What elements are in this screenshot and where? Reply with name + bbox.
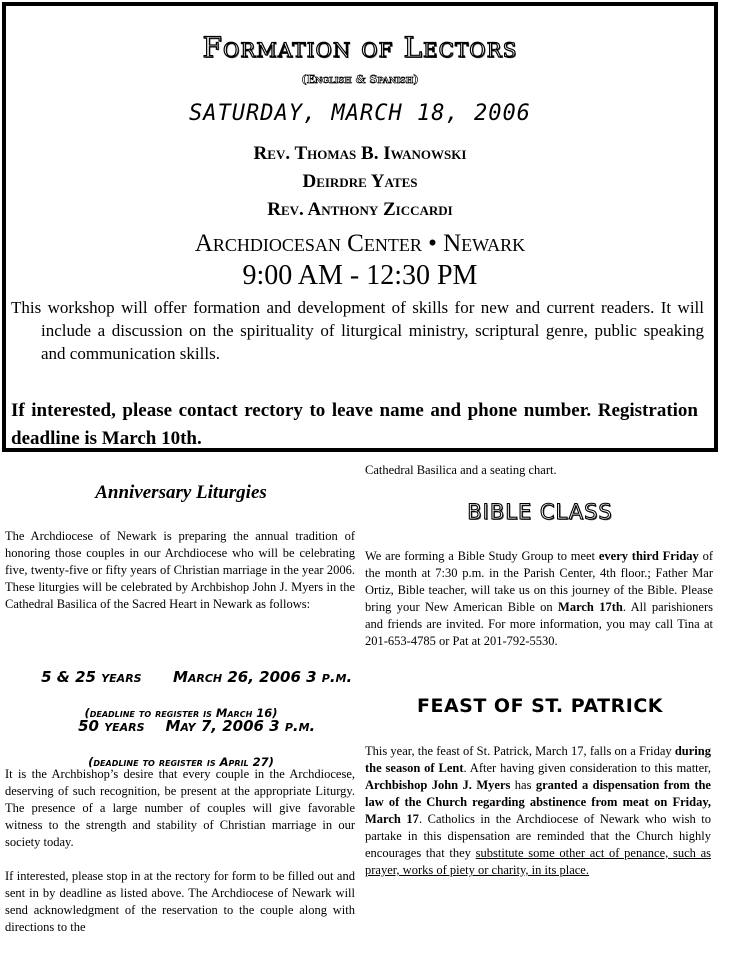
- lectors-time: 9:00 AM - 12:30 PM: [242, 260, 478, 291]
- lectors-contact: If interested, please contact rectory to leave name and phone number. Registration deadline is March 10th.: [11, 400, 698, 449]
- presenter-1: Rev. Thomas B. Iwanowski: [253, 143, 467, 164]
- bible-start-date: March 17th: [558, 600, 623, 614]
- schedule-date: March 26, 2006 3 p.m.: [172, 668, 353, 686]
- schedule-deadline: (deadline to register is March 16): [84, 706, 278, 720]
- feast-body: This year, the feast of St. Patrick, March 17, falls on a Friday during the season of Lent. After having given consideration to this matter, Archbishop John J. Myers has granted a dispensation from the law of the Church regarding abstinence from meat on Friday, March 17. Catholics in the Archdiocese of Newark who wish to partake in this dispensation are reminded that the Church highly encourages that they substitute some other act of penance, such as prayer, works of piety or charity, in its place.: [365, 744, 712, 877]
- anniversary-continued: Cathedral Basilica and a seating chart.: [365, 463, 557, 477]
- presenter-3: Rev. Anthony Ziccardi: [267, 199, 453, 220]
- lectors-description: This workshop will offer formation and development of skills for new and current readers. It will include a discussion on the spirituality of liturgical ministry, scriptural genre, public speaking and communication skills.: [11, 298, 704, 363]
- anniversary-body-1: It is the Archbishop’s desire that every couple in the Archdiocese, deserving of such recognition, be present at the appropriate Liturgy. The presence of a large number of couples will give favorable witness to the strength and stability of Christian marriage in our society today.: [5, 767, 355, 849]
- lectors-announcement-box: [2, 2, 718, 452]
- lectors-title: Formation of Lectors: [202, 31, 518, 64]
- bible-class-body: We are forming a Bible Study Group to meet every third Friday of the month at 7:30 p.m. in the Parish Center, 4th floor.; Father Mar Ortiz, Bible teacher, will take us on this journey of the Bible. Please bring your New American Bible on March 17th. All parishioners and friends are invited. For more information, you may call Tina at 201-653-4785 or Pat at 201-792-5530.: [365, 549, 714, 648]
- penance-note: substitute some other act of penance, such as prayer, works of piety or charity, in its place.: [365, 846, 712, 877]
- schedule-years: 5 & 25 years: [41, 668, 142, 686]
- bible-class-title: BIBLE CLASS: [467, 500, 613, 524]
- bible-meeting-day: every third Friday: [598, 549, 699, 563]
- anniversary-body-2: If interested, please stop in at the rectory for form to be filled out and sent in by deadline as listed above. The Archdiocese of Newark will send acknowledgment of the reservation to the couple along with directions to the: [5, 869, 355, 934]
- lectors-location: Archdiocesan Center • Newark: [194, 230, 526, 257]
- archbishop-name: Archbishop John J. Myers: [365, 778, 511, 792]
- presenter-2: Deirdre Yates: [302, 171, 418, 192]
- schedule-date: May 7, 2006 3 p.m.: [165, 717, 316, 735]
- anniversary-intro: The Archdiocese of Newark is preparing the annual tradition of honoring those couples in our Archdiocese who will be celebrating five, twenty-five or fifty years of Christian marriage in the year 2006. These liturgies will be celebrated by Archbishop John J. Myers in the Cathedral Basilica of the Sacred Heart in Newark as follows:: [5, 529, 355, 611]
- lectors-subtitle: (English & Spanish): [301, 73, 419, 86]
- schedule-deadline: (deadline to register is April 27): [88, 755, 274, 769]
- schedule-years: 50 years: [78, 717, 145, 735]
- lectors-date: SATURDAY, MARCH 18, 2006: [189, 101, 531, 126]
- schedule-item-50-years: [5, 699, 357, 769]
- dispensation-text: granted a dispensation from the law of the Church regarding abstinence from meat on Friday, March 17: [365, 778, 711, 826]
- anniversary-title: Anniversary Liturgies: [95, 482, 267, 503]
- feast-title: FEAST OF ST. PATRICK: [417, 695, 663, 717]
